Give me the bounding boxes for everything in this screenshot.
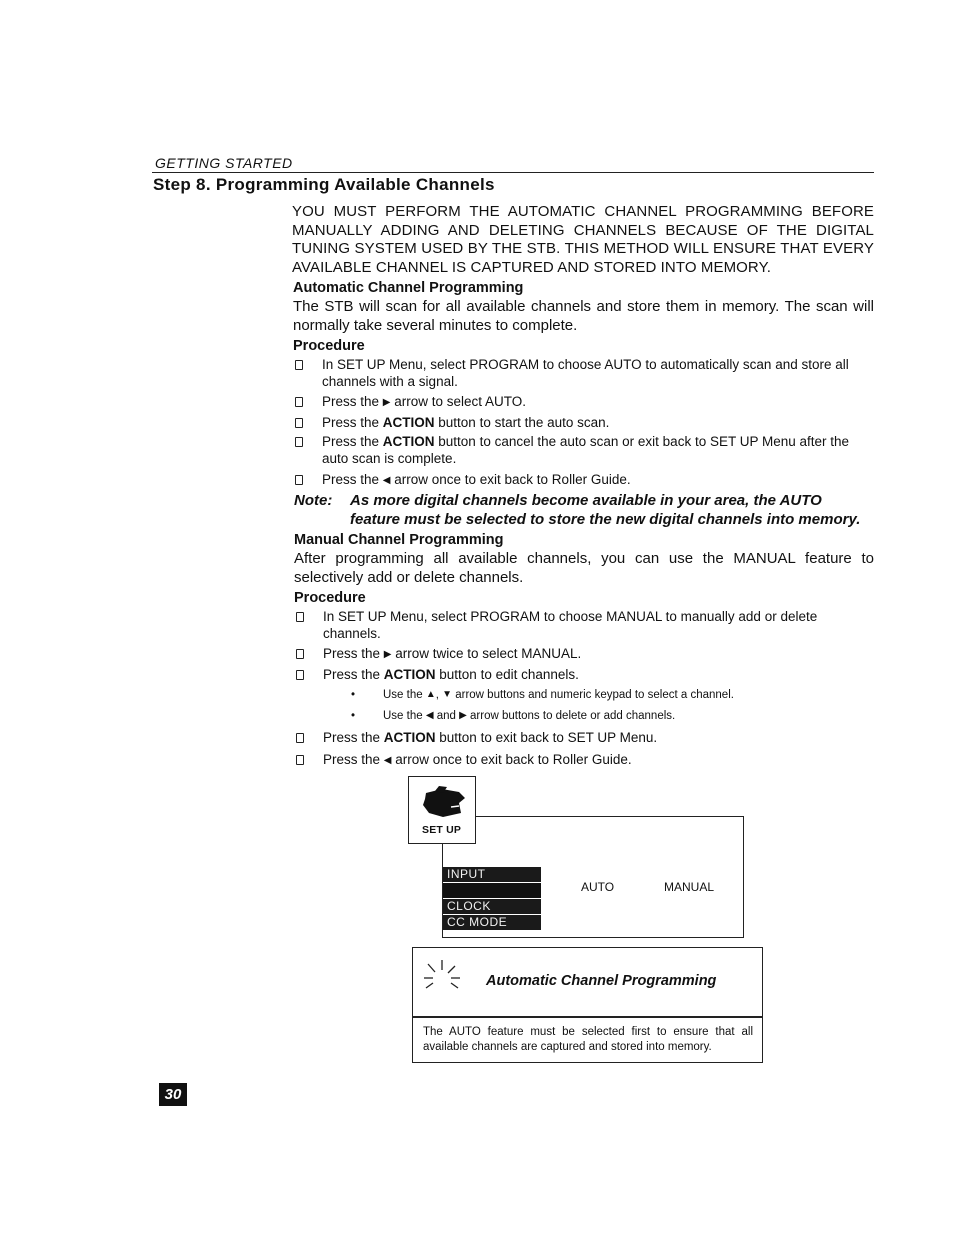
- automatic-procedure-heading: Procedure: [293, 338, 365, 354]
- list-item: [293, 433, 874, 467]
- section-divider: [152, 172, 874, 173]
- info-title: Automatic Channel Programming: [486, 973, 717, 989]
- step-text: arrow once to exit back to Roller Guide.: [391, 752, 632, 767]
- action-button-label: ACTION: [383, 667, 436, 682]
- menu-item-program[interactable]: [443, 883, 541, 898]
- down-arrow-icon: ▼: [442, 689, 453, 700]
- note-line-1: As more digital channels become available in your area, the AUTO: [350, 492, 822, 509]
- setup-icon-label: SET UP: [422, 824, 462, 836]
- list-item: [351, 706, 874, 727]
- list-item: [293, 393, 874, 412]
- manual-steps: [294, 608, 874, 683]
- section-label: GETTING STARTED: [155, 155, 293, 171]
- checkbox-bullet-icon: [295, 437, 303, 447]
- step-text: Press the: [322, 415, 383, 430]
- step-text: Press the: [323, 667, 384, 682]
- bullet-text: arrow buttons and numeric keypad to select a channel.: [452, 689, 734, 701]
- checkbox-bullet-icon: [296, 670, 304, 680]
- step-text: button to cancel the auto scan or exit back to SET UP Menu after the auto scan is complete.: [322, 434, 850, 466]
- checkbox-bullet-icon: [296, 733, 304, 743]
- automatic-section: [293, 280, 874, 490]
- intro-paragraph: YOU MUST PERFORM THE AUTOMATIC CHANNEL PROGRAMMING BEFORE MANUALLY ADDING AND DELETING CHANNELS BECAUSE OF THE DIGITAL TUNING SYSTEM USED BY THE STB. THIS METHOD WILL ENSURE THAT EVERY AVAILABLE CHANNEL IS CAPTURED AND STORED INTO MEMORY.: [292, 203, 874, 276]
- step-text: arrow twice to select MANUAL.: [391, 646, 582, 661]
- automatic-steps: [293, 356, 874, 490]
- manual-steps-continued: [294, 729, 874, 770]
- manual-section: [294, 532, 874, 770]
- list-item: [294, 645, 874, 664]
- automatic-body: The STB will scan for all available channels and store them in memory. The scan will normally take several minutes to complete.: [293, 298, 874, 334]
- step-text: button to exit back to SET UP Menu.: [435, 730, 658, 745]
- lightbulb-tip-icon: [422, 958, 462, 1000]
- menu-item-input[interactable]: INPUT: [443, 867, 541, 882]
- page-number: 30: [159, 1083, 187, 1106]
- option-manual[interactable]: MANUAL: [664, 880, 715, 894]
- checkbox-bullet-icon: [295, 475, 303, 485]
- list-item: [294, 751, 874, 770]
- list-item: [293, 414, 874, 431]
- checkbox-bullet-icon: [295, 360, 303, 370]
- info-text: The AUTO feature must be selected first to ensure that all available channels are captured and stored into memory.: [423, 1026, 753, 1053]
- manual-heading: Manual Channel Programming: [294, 532, 504, 548]
- note-line-2: feature must be selected to store the new digital channels into memory.: [350, 511, 861, 528]
- bullet-icon: •: [351, 689, 356, 701]
- menu-item-clock[interactable]: CLOCK: [443, 899, 541, 914]
- setup-wrench-icon: [409, 777, 475, 825]
- manual-body: After programming all available channels, you can use the MANUAL feature to selectively add or delete channels.: [294, 550, 874, 586]
- bullet-text: arrow buttons to delete or add channels.: [466, 710, 676, 722]
- step-text: In SET UP Menu, select PROGRAM to choose AUTO to automatically scan and store all channels with a signal.: [322, 357, 849, 389]
- bullet-text: Use the: [383, 710, 426, 722]
- step-text: Press the: [322, 394, 383, 409]
- list-item: [294, 729, 874, 746]
- note-label: Note:: [294, 492, 333, 509]
- right-arrow-icon: ▶: [382, 397, 391, 408]
- left-arrow-icon: ◀: [382, 475, 391, 486]
- info-divider: [412, 1016, 763, 1018]
- step-text: Press the: [323, 646, 384, 661]
- step-text: arrow to select AUTO.: [390, 394, 527, 409]
- bullet-text: ,: [435, 689, 443, 701]
- step-text: In SET UP Menu, select PROGRAM to choose MANUAL to manually add or delete channels.: [323, 609, 818, 641]
- menu-item-cc-mode[interactable]: CC MODE: [443, 915, 541, 930]
- option-auto[interactable]: AUTO: [581, 880, 615, 894]
- manual-sub-bullets: [351, 685, 874, 727]
- setup-menu-list: [443, 867, 541, 931]
- step-text: arrow once to exit back to Roller Guide.: [390, 472, 631, 487]
- list-item: [293, 471, 874, 490]
- setup-icon-box: [408, 776, 476, 844]
- step-text: button to edit channels.: [435, 667, 579, 682]
- bullet-icon: •: [351, 710, 356, 722]
- bullet-text: Use the: [383, 689, 426, 701]
- left-arrow-icon: ◀: [425, 710, 434, 721]
- checkbox-bullet-icon: [296, 649, 304, 659]
- bullet-text: and: [433, 710, 460, 722]
- right-arrow-icon: ▶: [383, 649, 392, 660]
- checkbox-bullet-icon: [295, 418, 303, 428]
- action-button-label: ACTION: [382, 415, 435, 430]
- step-text: Press the: [322, 472, 383, 487]
- right-arrow-icon: ▶: [459, 710, 467, 721]
- checkbox-bullet-icon: [295, 397, 303, 407]
- step-text: button to start the auto scan.: [434, 415, 610, 430]
- manual-procedure-heading: Procedure: [294, 590, 366, 606]
- left-arrow-icon: ◀: [383, 755, 392, 766]
- step-text: Press the: [323, 752, 384, 767]
- checkbox-bullet-icon: [296, 755, 304, 765]
- step-text: Press the: [322, 434, 383, 449]
- action-button-label: ACTION: [382, 434, 435, 449]
- up-arrow-icon: ▲: [425, 689, 436, 700]
- list-item: [294, 666, 874, 683]
- note: [294, 491, 874, 529]
- list-item: [351, 685, 874, 706]
- list-item: [293, 356, 874, 390]
- action-button-label: ACTION: [383, 730, 436, 745]
- step-text: Press the: [323, 730, 384, 745]
- automatic-heading: Automatic Channel Programming: [293, 280, 524, 296]
- page-title: Step 8. Programming Available Channels: [153, 175, 495, 194]
- checkbox-bullet-icon: [296, 612, 304, 622]
- list-item: [294, 608, 874, 642]
